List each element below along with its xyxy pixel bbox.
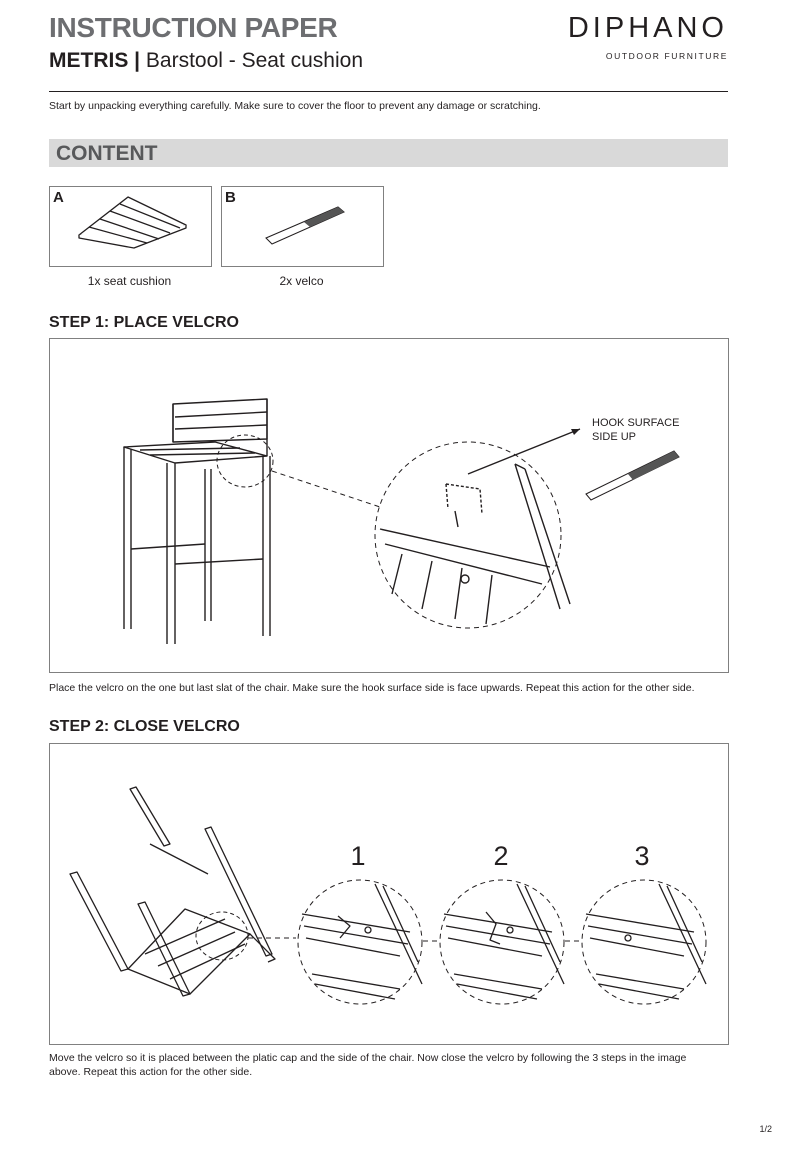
detail-circle [375,442,561,628]
detail-slat [302,914,410,956]
step2-text [49,1051,739,1079]
plastic-cap [507,927,513,933]
page-number: 1/2 [759,1124,772,1134]
detail-rail [454,974,542,999]
velcro-hook-surface [304,207,344,227]
detail-chair-side [515,464,570,609]
stool-rail [150,844,208,874]
stool-leg [138,902,190,996]
stool-leg [130,787,170,846]
barstool-leg [124,447,131,629]
brand-logo [568,12,728,61]
velcro-flap [338,916,350,938]
detail-chair-side [659,884,706,984]
brand-tagline: OUTDOOR FURNITURE [605,51,728,61]
content-item-b [221,186,384,267]
stool-leg [205,827,272,956]
barstool-leg [263,456,270,636]
detail-circle [298,880,422,1004]
plastic-cap [625,935,631,941]
detail-chair-side [517,884,564,984]
barstool-footrest [131,544,205,549]
placement-arrow [455,511,458,527]
sub-step-number: 3 [634,841,650,871]
brand-name: DIPHANO [567,12,728,44]
detail-rail [312,974,400,999]
content-item-caption: 1x seat cushion [87,274,172,288]
step2-text-line-2: above. Repeat this action for the other side. [49,1066,253,1078]
step2-heading: STEP 2: CLOSE VELCRO [49,718,240,735]
product-subtitle [49,49,363,73]
flipped-barstool-illustration [50,744,728,1044]
stool-leg [70,872,128,971]
plastic-cap [461,575,469,583]
content-item-a [49,186,212,267]
intro-text: Start by unpacking everything carefully. Make sure to cover the floor to prevent any damage or scratching. [49,100,541,112]
header-divider [49,91,728,92]
callout-line-1: HOOK SURFACE [592,417,680,429]
barstool-velcro-illustration [50,339,728,672]
sub-step-2-detail [440,880,564,1004]
barstool-footrest [175,559,263,564]
content-item-letter: B [225,189,236,206]
detail-seat-rail [380,529,550,584]
callout-line-2: SIDE UP [592,431,637,443]
velcro-flap [486,912,500,944]
product-name: METRIS [49,49,129,72]
content-item-letter: A [53,189,64,206]
step1-figure [49,338,729,673]
velcro-hook-surface [628,451,679,480]
detail-rail [596,974,684,999]
seat-slat [150,453,255,455]
plastic-cap [365,927,371,933]
detail-chair-side [375,884,422,984]
velcro-strip-illustration [222,187,383,266]
sub-step-number: 1 [350,841,366,871]
detail-slat [586,914,694,956]
callout-arrow [468,429,580,474]
sub-step-3-detail [582,880,706,1004]
step1-text: Place the velcro on the one but last slat of the chair. Make sure the hook surface side is face upwards. Repeat this action for the other side. [49,682,695,694]
backrest-slat [175,412,267,417]
seat-slat [140,448,240,450]
detail-leader [272,471,380,507]
step1-heading: STEP 1: PLACE VELCRO [49,314,239,331]
seat-slat [145,919,225,954]
detail-slat [392,554,492,624]
seat-slat [170,944,245,979]
detail-marker [217,435,273,487]
detail-marker [196,912,248,960]
barstool-leg [205,469,211,621]
document-title: INSTRUCTION PAPER [49,12,338,43]
backrest-slat [175,425,267,429]
product-description: Barstool - Seat cushion [145,49,364,72]
detail-circle [582,880,706,1004]
detail-velcro-outline [446,484,482,514]
barstool-leg [167,463,175,644]
sub-step-number: 2 [493,841,509,871]
seat-cushion-illustration [50,187,211,266]
detail-circle [440,880,564,1004]
product-separator: | [128,49,146,72]
sub-step-1-detail [298,880,422,1004]
content-item-caption: 2x velco [279,274,324,288]
content-heading: CONTENT [56,142,158,165]
detail-slat [444,914,552,956]
step2-figure [49,743,729,1045]
step2-text-line-1: Move the velcro so it is placed between the platic cap and the side of the chair. Now close the velcro by following the 3 steps in the image [49,1052,687,1064]
